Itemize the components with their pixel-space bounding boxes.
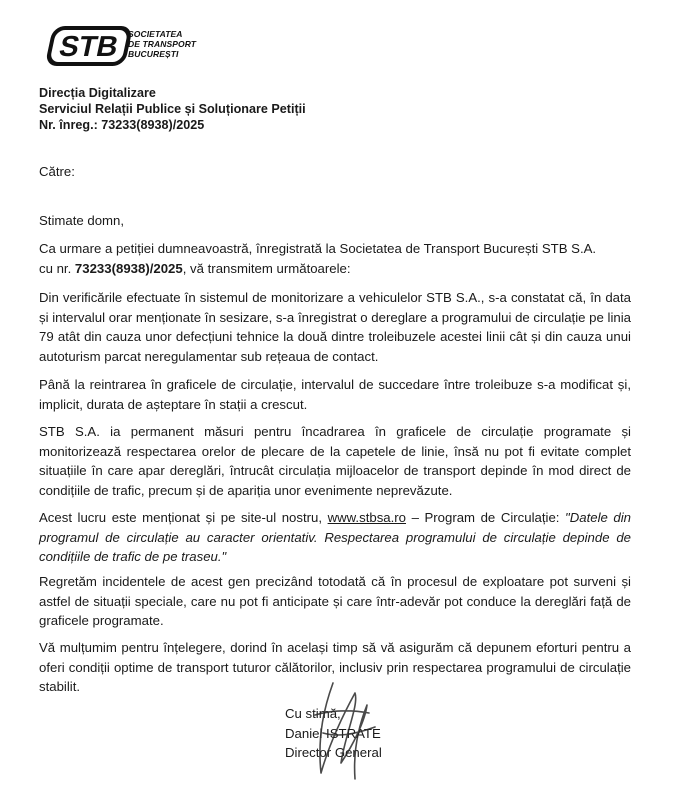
company-name: SOCIETATEA DE TRANSPORT BUCUREȘTI [128,29,197,59]
recipient-label: Către: [39,164,75,179]
signature-icon [295,675,385,785]
petition-number: 73233(8938)/2025 [74,260,183,276]
intro-paragraph: Ca urmare a petiției dumneavoastră, înregistrată la Societatea de Transport București STB S.A. cu nr. 73233(8938)/2025, vă transmitem următoarele: [39,241,597,276]
signatory-name: Daniel ISTRATE [285,725,381,741]
measures-paragraph: STB S.A. ia permanent măsuri pentru încadrarea în graficele de circulație programate și monitorizează respectarea orelor de plecare de la capetele de linie, însă nu pot fi evitate complet situațiile în care apar dereglări, întrucât circulația mijloacelor de transport depinde în mod direct de condițiile de trafic, precum și de apariția unor evenimente neprevăzute. [39,424,631,498]
finding-paragraph: Din verificările efectuate în sistemul de monitorizare a vehiculelor STB S.A., s-a constatat că, în data și intervalul orar menționate în sesizare, s-a înregistrat o dereglare a programului de circulație pe linia 79 atât din cauza unor defecțiuni tehnice la două dintre troleibuzele acestei linii cât și din cauza unui autoturism parcat neregulamentar sub rețeaua de contact. [39,290,631,364]
salutation: Stimate domn, [39,213,125,228]
department: Direcția Digitalizare [39,86,156,100]
closing-greeting: Cu stimă, [285,706,341,721]
letter-header [39,85,306,133]
website-link[interactable]: www.stbsa.ro [327,510,407,525]
logo-mark: STB [56,30,122,63]
website-quote: "Datele din programul de circulație au caracter orientativ. Respectarea programului de circulație depinde de condițiile de trafic de pe traseu." [39,510,631,564]
signatory-title: Director General [285,745,382,760]
website-paragraph: Acest lucru este menționat și pe site-ul nostru, www.stbsa.ro – Program de Circulație: "Datele din programul de circulație au caracter orientativ. Respectarea programului de circulație depinde de condițiile de trafic de pe traseu." [39,510,631,564]
service: Serviciul Relații Publice și Soluționare Petiții [39,102,306,116]
registration-number: Nr. înreg.: 73233(8938)/2025 [39,118,205,132]
regret-paragraph: Regretăm incidentele de acest gen precizând totodată că în procesul de exploatare pot surveni și astfel de situații speciale, care nu pot fi anticipate și care într-adevăr pot conduce la dereglări față de graficele programate. [39,574,631,628]
interval-paragraph: Până la reintrarea în graficele de circulație, intervalul de succedare între troleibuze s-a modificat și, implicit, durata de așteptare în stații a crescut. [39,377,631,412]
thanks-paragraph: Vă mulțumim pentru înțelegere, dorind în același timp să vă asigurăm că depunem eforturi pentru a oferi condiții optime de transport tuturor călătorilor, inclusiv prin respectarea programului de circulație stabilit. [39,640,631,694]
